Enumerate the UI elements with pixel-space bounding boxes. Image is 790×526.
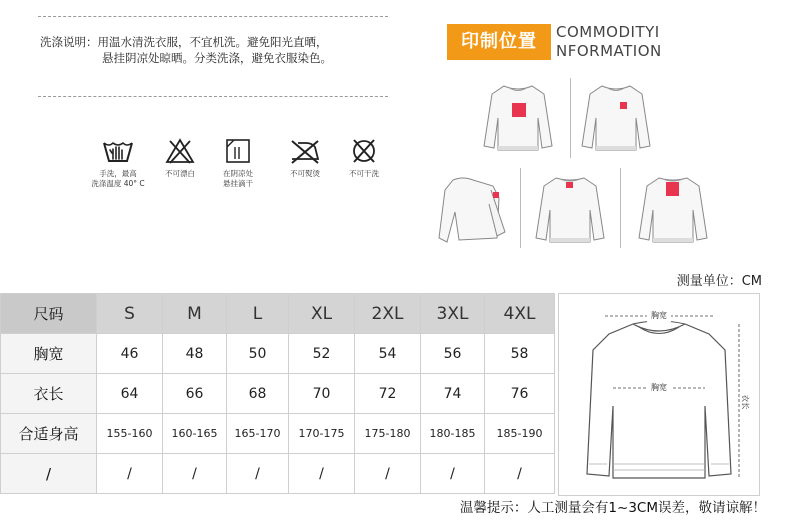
washing-label: 洗涤说明： xyxy=(40,35,98,49)
thumb-separator xyxy=(620,168,621,248)
measurement-tip: 温馨提示：人工测量会有1~3CM误差，敬请谅解！ xyxy=(459,500,766,516)
row-label-length: 衣长 xyxy=(1,374,97,414)
diagram-shoulder-label: 胸宽 xyxy=(651,311,667,320)
sweater-front-center-chest-image xyxy=(482,80,554,156)
washing-instructions xyxy=(40,34,332,66)
table-cell: 175-180 xyxy=(355,414,421,454)
size-s: S xyxy=(97,294,163,334)
no-iron-icon xyxy=(288,137,322,165)
hand-wash-icon xyxy=(101,137,135,165)
measurement-unit: 测量单位：CM xyxy=(676,274,762,289)
print-mark xyxy=(666,182,679,196)
table-cell: 160-165 xyxy=(163,414,227,454)
table-cell: 185-190 xyxy=(485,414,555,454)
table-row xyxy=(1,454,555,494)
care-no-bleach xyxy=(150,137,210,179)
care-shade-dry-line1: 在阴凉处 xyxy=(223,169,253,178)
thumb-separator xyxy=(520,168,521,248)
sweater-front-left-chest-image xyxy=(580,80,652,156)
care-shade-dry-line2: 悬挂滴干 xyxy=(223,179,253,188)
size-header-row xyxy=(1,294,555,334)
middle-divider xyxy=(38,96,388,97)
care-hand-wash xyxy=(78,137,158,189)
print-mark xyxy=(566,182,573,188)
size-header-label: 尺码 xyxy=(1,294,97,334)
size-3xl: 3XL xyxy=(421,294,485,334)
table-cell: / xyxy=(163,454,227,494)
table-cell: 58 xyxy=(485,334,555,374)
size-2xl: 2XL xyxy=(355,294,421,334)
table-cell: 54 xyxy=(355,334,421,374)
table-row xyxy=(1,334,555,374)
size-l: L xyxy=(227,294,289,334)
table-cell: 170-175 xyxy=(289,414,355,454)
print-position-tag: 印制位置 xyxy=(447,24,551,60)
diagram-length-label: 衣长 xyxy=(741,394,750,410)
table-cell: 64 xyxy=(97,374,163,414)
table-cell: / xyxy=(485,454,555,494)
row-label-blank: / xyxy=(1,454,97,494)
table-cell: / xyxy=(421,454,485,494)
shade-dry-icon xyxy=(224,137,252,165)
table-cell: / xyxy=(97,454,163,494)
no-bleach-icon xyxy=(165,137,195,165)
table-row xyxy=(1,414,555,454)
print-mark xyxy=(620,102,627,109)
table-cell: 180-185 xyxy=(421,414,485,454)
size-m: M xyxy=(163,294,227,334)
row-label-height: 合适身高 xyxy=(1,414,97,454)
washing-line-1: 用温水清洗衣服，不宜机洗。避免阳光直晒， xyxy=(97,35,328,49)
table-cell: 72 xyxy=(355,374,421,414)
top-divider xyxy=(38,16,388,17)
table-cell: / xyxy=(227,454,289,494)
table-cell: 50 xyxy=(227,334,289,374)
row-label-chest: 胸宽 xyxy=(1,334,97,374)
sweater-back-center-image xyxy=(635,172,711,248)
size-table xyxy=(0,293,555,494)
washing-line-2: 悬挂阴凉处晾晒。分类洗涤，避免衣服染色。 xyxy=(102,51,332,65)
table-cell: 48 xyxy=(163,334,227,374)
table-cell: 56 xyxy=(421,334,485,374)
sweater-side-sleeve-image xyxy=(433,172,513,248)
care-no-bleach-line1: 不可漂白 xyxy=(165,169,195,178)
table-cell: 165-170 xyxy=(227,414,289,454)
care-shade-dry xyxy=(206,137,270,189)
care-no-dry-clean xyxy=(334,137,394,179)
print-mark xyxy=(493,192,499,198)
print-mark xyxy=(512,103,526,117)
size-4xl: 4XL xyxy=(485,294,555,334)
no-dry-clean-icon xyxy=(349,137,379,165)
commodity-line-1: COMMODITYI xyxy=(556,23,660,41)
care-no-iron xyxy=(275,137,335,179)
diagram-chest-label: 胸宽 xyxy=(651,383,667,392)
table-cell: 74 xyxy=(421,374,485,414)
size-xl: XL xyxy=(289,294,355,334)
table-cell: 68 xyxy=(227,374,289,414)
thumb-separator xyxy=(570,78,571,158)
table-cell: 46 xyxy=(97,334,163,374)
commodity-information xyxy=(556,23,662,61)
measurement-diagram xyxy=(558,293,760,496)
commodity-line-2: NFORMATION xyxy=(556,42,662,60)
table-row xyxy=(1,374,555,414)
table-cell: 70 xyxy=(289,374,355,414)
table-cell: / xyxy=(355,454,421,494)
sweater-back-neck-image xyxy=(532,172,608,248)
care-no-iron-line1: 不可熨烫 xyxy=(290,169,320,178)
table-cell: 66 xyxy=(163,374,227,414)
care-hand-wash-line2: 洗涤温度 40° C xyxy=(91,179,145,188)
care-no-dry-clean-line1: 不可干洗 xyxy=(349,169,379,178)
care-hand-wash-line1: 手洗，最高 xyxy=(99,169,137,178)
table-cell: 155-160 xyxy=(97,414,163,454)
sweater-outline-image xyxy=(559,294,759,495)
table-cell: 52 xyxy=(289,334,355,374)
table-cell: / xyxy=(289,454,355,494)
table-cell: 76 xyxy=(485,374,555,414)
